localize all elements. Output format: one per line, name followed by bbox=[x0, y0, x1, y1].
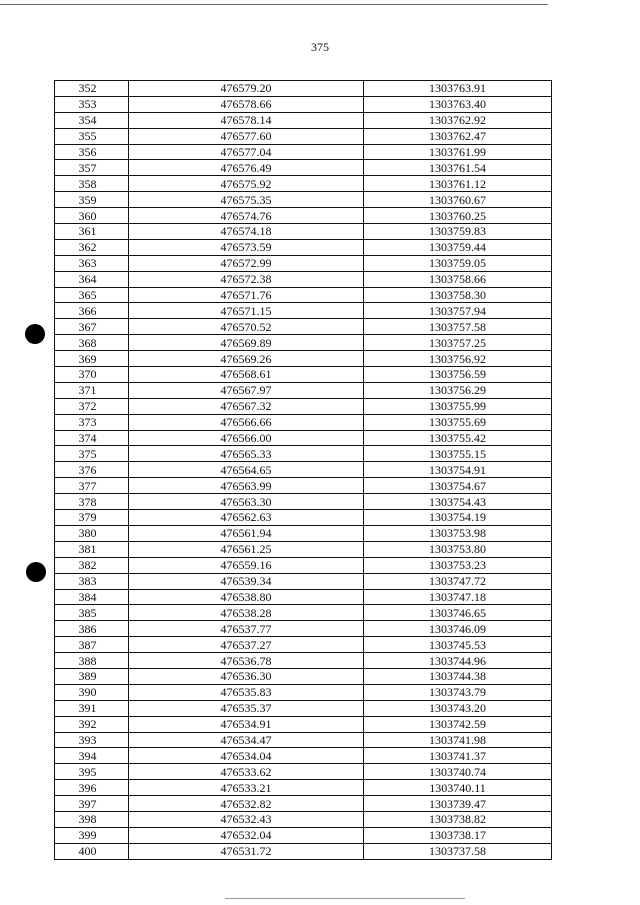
x-coordinate-cell: 476568.61 bbox=[129, 367, 364, 383]
point-number-cell: 394 bbox=[55, 748, 129, 764]
point-number-cell: 353 bbox=[55, 96, 129, 112]
table-row bbox=[55, 224, 552, 240]
table-row bbox=[55, 732, 552, 748]
y-coordinate-cell: 1303756.29 bbox=[364, 382, 552, 398]
y-coordinate-cell: 1303739.47 bbox=[364, 796, 552, 812]
x-coordinate-cell: 476566.66 bbox=[129, 414, 364, 430]
x-coordinate-cell: 476578.14 bbox=[129, 112, 364, 128]
point-number-cell: 354 bbox=[55, 112, 129, 128]
table-row bbox=[55, 684, 552, 700]
x-coordinate-cell: 476574.76 bbox=[129, 208, 364, 224]
table-row bbox=[55, 446, 552, 462]
y-coordinate-cell: 1303754.19 bbox=[364, 510, 552, 526]
point-number-cell: 385 bbox=[55, 605, 129, 621]
point-number-cell: 369 bbox=[55, 351, 129, 367]
y-coordinate-cell: 1303758.66 bbox=[364, 271, 552, 287]
point-number-cell: 364 bbox=[55, 271, 129, 287]
point-number-cell: 383 bbox=[55, 573, 129, 589]
table-row bbox=[55, 303, 552, 319]
point-number-cell: 374 bbox=[55, 430, 129, 446]
point-number-cell: 392 bbox=[55, 716, 129, 732]
point-number-cell: 371 bbox=[55, 382, 129, 398]
table-row bbox=[55, 510, 552, 526]
x-coordinate-cell: 476537.77 bbox=[129, 621, 364, 637]
point-number-cell: 386 bbox=[55, 621, 129, 637]
point-number-cell: 400 bbox=[55, 843, 129, 859]
point-number-cell: 372 bbox=[55, 398, 129, 414]
point-number-cell: 357 bbox=[55, 160, 129, 176]
point-number-cell: 355 bbox=[55, 128, 129, 144]
point-number-cell: 370 bbox=[55, 367, 129, 383]
point-number-cell: 399 bbox=[55, 827, 129, 843]
table-row bbox=[55, 668, 552, 684]
x-coordinate-cell: 476532.04 bbox=[129, 827, 364, 843]
point-number-cell: 379 bbox=[55, 510, 129, 526]
table-row bbox=[55, 637, 552, 653]
y-coordinate-cell: 1303755.69 bbox=[364, 414, 552, 430]
y-coordinate-cell: 1303738.17 bbox=[364, 827, 552, 843]
point-number-cell: 367 bbox=[55, 319, 129, 335]
table-row bbox=[55, 494, 552, 510]
y-coordinate-cell: 1303757.58 bbox=[364, 319, 552, 335]
table-row bbox=[55, 589, 552, 605]
y-coordinate-cell: 1303761.12 bbox=[364, 176, 552, 192]
table-row bbox=[55, 827, 552, 843]
table-row bbox=[55, 319, 552, 335]
x-coordinate-cell: 476569.89 bbox=[129, 335, 364, 351]
y-coordinate-cell: 1303757.94 bbox=[364, 303, 552, 319]
punch-hole-mark bbox=[25, 324, 45, 344]
x-coordinate-cell: 476535.83 bbox=[129, 684, 364, 700]
y-coordinate-cell: 1303753.98 bbox=[364, 525, 552, 541]
y-coordinate-cell: 1303759.83 bbox=[364, 224, 552, 240]
y-coordinate-cell: 1303758.30 bbox=[364, 287, 552, 303]
y-coordinate-cell: 1303753.23 bbox=[364, 557, 552, 573]
x-coordinate-cell: 476534.91 bbox=[129, 716, 364, 732]
point-number-cell: 384 bbox=[55, 589, 129, 605]
y-coordinate-cell: 1303755.42 bbox=[364, 430, 552, 446]
table-row bbox=[55, 525, 552, 541]
x-coordinate-cell: 476576.49 bbox=[129, 160, 364, 176]
x-coordinate-cell: 476567.32 bbox=[129, 398, 364, 414]
x-coordinate-cell: 476579.20 bbox=[129, 81, 364, 97]
x-coordinate-cell: 476571.15 bbox=[129, 303, 364, 319]
table-row bbox=[55, 128, 552, 144]
y-coordinate-cell: 1303763.40 bbox=[364, 96, 552, 112]
point-number-cell: 398 bbox=[55, 811, 129, 827]
top-rule bbox=[0, 4, 548, 5]
y-coordinate-cell: 1303754.43 bbox=[364, 494, 552, 510]
y-coordinate-cell: 1303747.18 bbox=[364, 589, 552, 605]
table-row bbox=[55, 653, 552, 669]
x-coordinate-cell: 476575.92 bbox=[129, 176, 364, 192]
point-number-cell: 377 bbox=[55, 478, 129, 494]
y-coordinate-cell: 1303756.59 bbox=[364, 367, 552, 383]
x-coordinate-cell: 476533.62 bbox=[129, 764, 364, 780]
table-row bbox=[55, 367, 552, 383]
table-row bbox=[55, 382, 552, 398]
table-row bbox=[55, 81, 552, 97]
y-coordinate-cell: 1303741.37 bbox=[364, 748, 552, 764]
x-coordinate-cell: 476577.04 bbox=[129, 144, 364, 160]
y-coordinate-cell: 1303740.11 bbox=[364, 780, 552, 796]
point-number-cell: 358 bbox=[55, 176, 129, 192]
y-coordinate-cell: 1303762.92 bbox=[364, 112, 552, 128]
x-coordinate-cell: 476565.33 bbox=[129, 446, 364, 462]
table-row bbox=[55, 748, 552, 764]
table-row bbox=[55, 398, 552, 414]
table-row bbox=[55, 716, 552, 732]
table-row bbox=[55, 557, 552, 573]
y-coordinate-cell: 1303742.59 bbox=[364, 716, 552, 732]
y-coordinate-cell: 1303757.25 bbox=[364, 335, 552, 351]
x-coordinate-cell: 476533.21 bbox=[129, 780, 364, 796]
table-row bbox=[55, 462, 552, 478]
point-number-cell: 359 bbox=[55, 192, 129, 208]
x-coordinate-cell: 476537.27 bbox=[129, 637, 364, 653]
x-coordinate-cell: 476561.94 bbox=[129, 525, 364, 541]
coordinates-table bbox=[54, 80, 552, 860]
y-coordinate-cell: 1303753.80 bbox=[364, 541, 552, 557]
table-row bbox=[55, 335, 552, 351]
x-coordinate-cell: 476563.30 bbox=[129, 494, 364, 510]
x-coordinate-cell: 476572.38 bbox=[129, 271, 364, 287]
point-number-cell: 393 bbox=[55, 732, 129, 748]
table-row bbox=[55, 192, 552, 208]
point-number-cell: 360 bbox=[55, 208, 129, 224]
table-row bbox=[55, 541, 552, 557]
y-coordinate-cell: 1303763.91 bbox=[364, 81, 552, 97]
table-row bbox=[55, 780, 552, 796]
y-coordinate-cell: 1303756.92 bbox=[364, 351, 552, 367]
point-number-cell: 380 bbox=[55, 525, 129, 541]
y-coordinate-cell: 1303761.54 bbox=[364, 160, 552, 176]
x-coordinate-cell: 476569.26 bbox=[129, 351, 364, 367]
y-coordinate-cell: 1303741.98 bbox=[364, 732, 552, 748]
point-number-cell: 368 bbox=[55, 335, 129, 351]
y-coordinate-cell: 1303746.65 bbox=[364, 605, 552, 621]
x-coordinate-cell: 476531.72 bbox=[129, 843, 364, 859]
y-coordinate-cell: 1303745.53 bbox=[364, 637, 552, 653]
page-number: 375 bbox=[311, 40, 329, 54]
y-coordinate-cell: 1303737.58 bbox=[364, 843, 552, 859]
point-number-cell: 382 bbox=[55, 557, 129, 573]
point-number-cell: 363 bbox=[55, 255, 129, 271]
y-coordinate-cell: 1303755.15 bbox=[364, 446, 552, 462]
point-number-cell: 362 bbox=[55, 239, 129, 255]
point-number-cell: 352 bbox=[55, 81, 129, 97]
y-coordinate-cell: 1303754.67 bbox=[364, 478, 552, 494]
y-coordinate-cell: 1303760.25 bbox=[364, 208, 552, 224]
table-row bbox=[55, 573, 552, 589]
table-row bbox=[55, 764, 552, 780]
y-coordinate-cell: 1303761.99 bbox=[364, 144, 552, 160]
x-coordinate-cell: 476564.65 bbox=[129, 462, 364, 478]
point-number-cell: 387 bbox=[55, 637, 129, 653]
y-coordinate-cell: 1303762.47 bbox=[364, 128, 552, 144]
table-row bbox=[55, 208, 552, 224]
point-number-cell: 395 bbox=[55, 764, 129, 780]
point-number-cell: 356 bbox=[55, 144, 129, 160]
punch-hole-mark bbox=[26, 562, 46, 582]
y-coordinate-cell: 1303759.05 bbox=[364, 255, 552, 271]
x-coordinate-cell: 476534.47 bbox=[129, 732, 364, 748]
x-coordinate-cell: 476536.78 bbox=[129, 653, 364, 669]
bottom-rule bbox=[225, 898, 465, 899]
y-coordinate-cell: 1303760.67 bbox=[364, 192, 552, 208]
table-row bbox=[55, 430, 552, 446]
y-coordinate-cell: 1303743.20 bbox=[364, 700, 552, 716]
point-number-cell: 361 bbox=[55, 224, 129, 240]
x-coordinate-cell: 476575.35 bbox=[129, 192, 364, 208]
point-number-cell: 366 bbox=[55, 303, 129, 319]
table-row bbox=[55, 605, 552, 621]
point-number-cell: 396 bbox=[55, 780, 129, 796]
table-row bbox=[55, 160, 552, 176]
table-row bbox=[55, 287, 552, 303]
table-row bbox=[55, 843, 552, 859]
point-number-cell: 378 bbox=[55, 494, 129, 510]
point-number-cell: 381 bbox=[55, 541, 129, 557]
x-coordinate-cell: 476532.82 bbox=[129, 796, 364, 812]
x-coordinate-cell: 476574.18 bbox=[129, 224, 364, 240]
table-row bbox=[55, 239, 552, 255]
y-coordinate-cell: 1303759.44 bbox=[364, 239, 552, 255]
table-row bbox=[55, 414, 552, 430]
point-number-cell: 375 bbox=[55, 446, 129, 462]
point-number-cell: 390 bbox=[55, 684, 129, 700]
x-coordinate-cell: 476571.76 bbox=[129, 287, 364, 303]
table-row bbox=[55, 176, 552, 192]
point-number-cell: 388 bbox=[55, 653, 129, 669]
point-number-cell: 376 bbox=[55, 462, 129, 478]
y-coordinate-cell: 1303747.72 bbox=[364, 573, 552, 589]
x-coordinate-cell: 476562.63 bbox=[129, 510, 364, 526]
y-coordinate-cell: 1303738.82 bbox=[364, 811, 552, 827]
y-coordinate-cell: 1303754.91 bbox=[364, 462, 552, 478]
point-number-cell: 365 bbox=[55, 287, 129, 303]
x-coordinate-cell: 476536.30 bbox=[129, 668, 364, 684]
table-row bbox=[55, 700, 552, 716]
table-row bbox=[55, 271, 552, 287]
x-coordinate-cell: 476573.59 bbox=[129, 239, 364, 255]
table-row bbox=[55, 811, 552, 827]
point-number-cell: 373 bbox=[55, 414, 129, 430]
table-row bbox=[55, 478, 552, 494]
x-coordinate-cell: 476539.34 bbox=[129, 573, 364, 589]
point-number-cell: 389 bbox=[55, 668, 129, 684]
x-coordinate-cell: 476577.60 bbox=[129, 128, 364, 144]
table-row bbox=[55, 796, 552, 812]
coordinates-table-body bbox=[55, 81, 552, 860]
x-coordinate-cell: 476578.66 bbox=[129, 96, 364, 112]
table-row bbox=[55, 255, 552, 271]
table-row bbox=[55, 112, 552, 128]
x-coordinate-cell: 476532.43 bbox=[129, 811, 364, 827]
y-coordinate-cell: 1303744.38 bbox=[364, 668, 552, 684]
table-row bbox=[55, 351, 552, 367]
table-row bbox=[55, 96, 552, 112]
y-coordinate-cell: 1303746.09 bbox=[364, 621, 552, 637]
x-coordinate-cell: 476566.00 bbox=[129, 430, 364, 446]
table-row bbox=[55, 144, 552, 160]
y-coordinate-cell: 1303755.99 bbox=[364, 398, 552, 414]
x-coordinate-cell: 476538.28 bbox=[129, 605, 364, 621]
x-coordinate-cell: 476535.37 bbox=[129, 700, 364, 716]
x-coordinate-cell: 476570.52 bbox=[129, 319, 364, 335]
point-number-cell: 397 bbox=[55, 796, 129, 812]
x-coordinate-cell: 476538.80 bbox=[129, 589, 364, 605]
table-row bbox=[55, 621, 552, 637]
x-coordinate-cell: 476534.04 bbox=[129, 748, 364, 764]
y-coordinate-cell: 1303744.96 bbox=[364, 653, 552, 669]
x-coordinate-cell: 476567.97 bbox=[129, 382, 364, 398]
y-coordinate-cell: 1303740.74 bbox=[364, 764, 552, 780]
x-coordinate-cell: 476572.99 bbox=[129, 255, 364, 271]
point-number-cell: 391 bbox=[55, 700, 129, 716]
x-coordinate-cell: 476559.16 bbox=[129, 557, 364, 573]
y-coordinate-cell: 1303743.79 bbox=[364, 684, 552, 700]
x-coordinate-cell: 476563.99 bbox=[129, 478, 364, 494]
x-coordinate-cell: 476561.25 bbox=[129, 541, 364, 557]
